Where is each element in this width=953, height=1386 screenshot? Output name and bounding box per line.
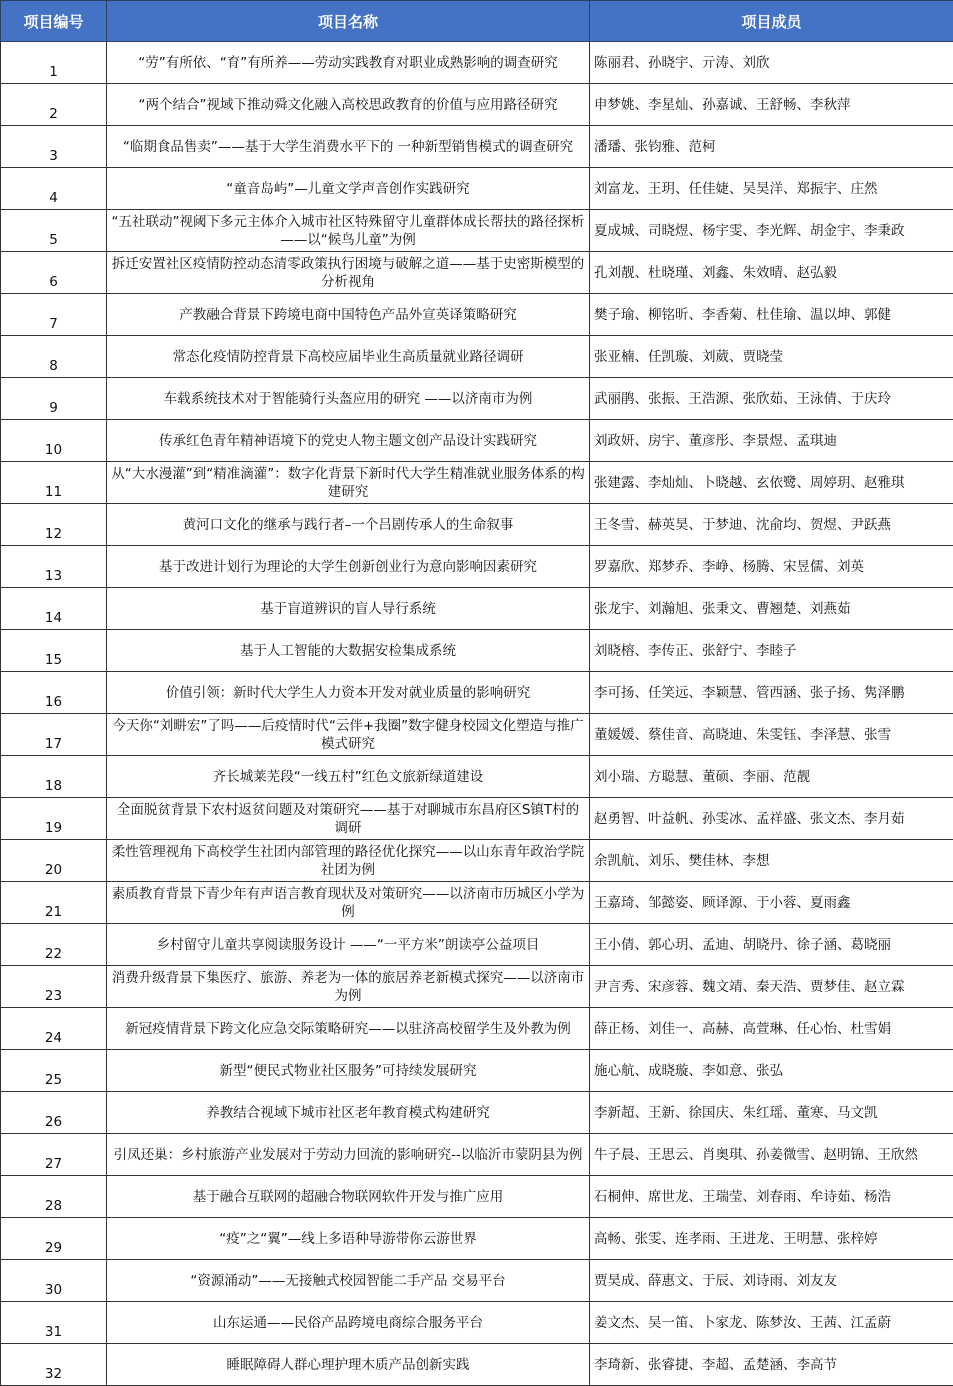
- project-name-cell: 引凤还巢：乡村旅游产业发展对于劳动力回流的影响研究--以临沂市蒙阴县为例: [107, 1134, 590, 1176]
- project-id-cell: 25: [1, 1050, 107, 1092]
- project-members-cell: 刘政妍、房宇、董彦彤、李景煜、孟琪迪: [590, 420, 953, 462]
- project-members-cell: 陈丽君、孙晓宇、亓涛、刘欣: [590, 42, 953, 84]
- project-members-cell: 李新超、王新、徐国庆、朱红瑶、董寒、马文凯: [590, 1092, 953, 1134]
- project-id-cell: 2: [1, 84, 107, 126]
- table-row: [1, 126, 953, 168]
- project-name-cell: “童音岛屿”—儿童文学声音创作实践研究: [107, 168, 590, 210]
- project-id-cell: 6: [1, 252, 107, 294]
- project-members-cell: 王小倩、郭心玥、孟迪、胡晓丹、徐子涵、葛晓丽: [590, 924, 953, 966]
- table-body: [1, 42, 953, 1386]
- project-name-cell: 养教结合视域下城市社区老年教育模式构建研究: [107, 1092, 590, 1134]
- project-id-cell: 15: [1, 630, 107, 672]
- table-row: [1, 798, 953, 840]
- project-name-cell: “两个结合”视域下推动舜文化融入高校思政教育的价值与应用路径研究: [107, 84, 590, 126]
- project-name-cell: 齐长城莱芜段“一线五村”红色文旅新绿道建设: [107, 756, 590, 798]
- project-name-cell: 新型“便民式物业社区服务”可持续发展研究: [107, 1050, 590, 1092]
- table-row: [1, 546, 953, 588]
- project-id-cell: 30: [1, 1260, 107, 1302]
- project-name-cell: “五社联动”视阈下多元主体介入城市社区特殊留守儿童群体成长帮扶的路径探析——以“候鸟儿童”为例: [107, 210, 590, 252]
- project-name-cell: 从“大水漫灌”到“精准滴灌”：数字化背景下新时代大学生精准就业服务体系的构建研究: [107, 462, 590, 504]
- project-id-cell: 1: [1, 42, 107, 84]
- table-row: [1, 1008, 953, 1050]
- project-name-cell: “劳”有所依、“育”有所养——劳动实践教育对职业成熟影响的调查研究: [107, 42, 590, 84]
- project-id-cell: 3: [1, 126, 107, 168]
- table-row: [1, 168, 953, 210]
- table-row: [1, 1134, 953, 1176]
- project-members-cell: 尹言秀、宋彦蓉、魏文靖、秦天浩、贾梦佳、赵立霖: [590, 966, 953, 1008]
- project-members-cell: 施心航、成晓璇、李如意、张弘: [590, 1050, 953, 1092]
- table-row: [1, 504, 953, 546]
- table-row: [1, 840, 953, 882]
- project-name-cell: 素质教育背景下青少年有声语言教育现状及对策研究——以济南市历城区小学为例: [107, 882, 590, 924]
- project-name-cell: “资源涌动”——无接触式校园智能二手产品 交易平台: [107, 1260, 590, 1302]
- table-row: [1, 672, 953, 714]
- table-row: [1, 1344, 953, 1386]
- header-project-name: 项目名称: [107, 1, 590, 42]
- project-members-cell: 潘璠、张钧雅、范柯: [590, 126, 953, 168]
- table-row: [1, 966, 953, 1008]
- project-members-cell: 刘小瑞、方聪慧、董硕、李丽、范靓: [590, 756, 953, 798]
- project-name-cell: 车载系统技术对于智能骑行头盔应用的研究 ——以济南市为例: [107, 378, 590, 420]
- project-name-cell: 乡村留守儿童共享阅读服务设计 ——“一平方米”朗读亭公益项目: [107, 924, 590, 966]
- table-row: [1, 924, 953, 966]
- project-members-cell: 张亚楠、任凯璇、刘葳、贾晓莹: [590, 336, 953, 378]
- project-id-cell: 10: [1, 420, 107, 462]
- project-members-cell: 贾昊成、薛惠文、于辰、刘诗雨、刘友友: [590, 1260, 953, 1302]
- project-id-cell: 8: [1, 336, 107, 378]
- project-id-cell: 28: [1, 1176, 107, 1218]
- table-row: [1, 42, 953, 84]
- header-project-members: 项目成员: [590, 1, 953, 42]
- project-name-cell: 基于盲道辨识的盲人导行系统: [107, 588, 590, 630]
- project-id-cell: 16: [1, 672, 107, 714]
- project-members-cell: 樊子瑜、柳铭昕、李香菊、杜佳瑜、温以坤、郭健: [590, 294, 953, 336]
- table-row: [1, 462, 953, 504]
- project-name-cell: “临期食品售卖”——基于大学生消费水平下的 一种新型销售模式的调查研究: [107, 126, 590, 168]
- project-members-cell: 赵勇智、叶益帆、孙雯冰、孟祥盛、张文杰、李月茹: [590, 798, 953, 840]
- table-row: [1, 378, 953, 420]
- project-members-cell: 武丽鹃、张振、王浩源、张欣茹、王泳倩、于庆玲: [590, 378, 953, 420]
- project-members-cell: 王冬雪、赫英昊、于梦迪、沈俞均、贺煜、尹跃燕: [590, 504, 953, 546]
- project-members-cell: 张龙宇、刘瀚旭、张秉文、曹翘楚、刘燕茹: [590, 588, 953, 630]
- project-name-cell: 拆迁安置社区疫情防控动态清零政策执行困境与破解之道——基于史密斯模型的分析视角: [107, 252, 590, 294]
- project-id-cell: 7: [1, 294, 107, 336]
- table-row: [1, 294, 953, 336]
- project-id-cell: 18: [1, 756, 107, 798]
- table-row: [1, 1260, 953, 1302]
- table-row: [1, 1302, 953, 1344]
- table-row: [1, 1176, 953, 1218]
- project-members-cell: 夏成城、司晓煜、杨宇雯、李光辉、胡金宇、李秉政: [590, 210, 953, 252]
- table-row: [1, 420, 953, 462]
- project-id-cell: 14: [1, 588, 107, 630]
- project-members-cell: 刘富龙、王玥、任佳婕、吴昊洋、郑振宇、庄然: [590, 168, 953, 210]
- table-row: [1, 84, 953, 126]
- project-id-cell: 32: [1, 1344, 107, 1386]
- project-name-cell: 新冠疫情背景下跨文化应急交际策略研究——以驻济高校留学生及外教为例: [107, 1008, 590, 1050]
- header-project-id: 项目编号: [1, 1, 107, 42]
- table-row: [1, 1092, 953, 1134]
- table-row: [1, 336, 953, 378]
- table-row: [1, 210, 953, 252]
- project-id-cell: 29: [1, 1218, 107, 1260]
- project-id-cell: 5: [1, 210, 107, 252]
- project-members-cell: 孔刘靓、杜晓瑾、刘鑫、朱效晴、赵弘毅: [590, 252, 953, 294]
- project-name-cell: 今天你“刘畊宏”了吗——后疫情时代“云伴+我圈”数字健身校园文化塑造与推广模式研究: [107, 714, 590, 756]
- table-row: [1, 1050, 953, 1092]
- project-members-cell: 姜文杰、吴一笛、卜家龙、陈梦汝、王茜、江孟蔚: [590, 1302, 953, 1344]
- project-members-cell: 李可扬、任笑远、李颖慧、管西涵、张子扬、隽泽鹏: [590, 672, 953, 714]
- project-id-cell: 23: [1, 966, 107, 1008]
- project-id-cell: 27: [1, 1134, 107, 1176]
- project-id-cell: 13: [1, 546, 107, 588]
- header-row: [1, 1, 953, 42]
- project-name-cell: 睡眠障碍人群心理护理木质产品创新实践: [107, 1344, 590, 1386]
- project-members-cell: 牛子晨、王思云、肖奥琪、孙姜微雪、赵明锦、王欣然: [590, 1134, 953, 1176]
- project-id-cell: 9: [1, 378, 107, 420]
- project-members-cell: 薛正杨、刘佳一、高赫、高萱琳、任心怡、杜雪娟: [590, 1008, 953, 1050]
- table-row: [1, 882, 953, 924]
- project-members-cell: 王嘉琦、邹懿姿、顾译源、于小蓉、夏雨鑫: [590, 882, 953, 924]
- project-name-cell: 传承红色青年精神语境下的党史人物主题文创产品设计实践研究: [107, 420, 590, 462]
- project-id-cell: 24: [1, 1008, 107, 1050]
- project-id-cell: 31: [1, 1302, 107, 1344]
- project-name-cell: 基于改进计划行为理论的大学生创新创业行为意向影响因素研究: [107, 546, 590, 588]
- project-members-cell: 董媛媛、蔡佳音、高晓迪、朱雯钰、李泽慧、张雪: [590, 714, 953, 756]
- project-id-cell: 22: [1, 924, 107, 966]
- project-name-cell: 产教融合背景下跨境电商中国特色产品外宣英译策略研究: [107, 294, 590, 336]
- project-id-cell: 17: [1, 714, 107, 756]
- project-name-cell: “疫”之“翼”—线上多语种导游带你云游世界: [107, 1218, 590, 1260]
- project-id-cell: 20: [1, 840, 107, 882]
- project-name-cell: 山东运通——民俗产品跨境电商综合服务平台: [107, 1302, 590, 1344]
- project-name-cell: 基于人工智能的大数据安检集成系统: [107, 630, 590, 672]
- table-row: [1, 588, 953, 630]
- project-members-cell: 张建露、李灿灿、卜晓越、玄依鹭、周婷玥、赵雅琪: [590, 462, 953, 504]
- table-row: [1, 252, 953, 294]
- table-row: [1, 714, 953, 756]
- table-row: [1, 630, 953, 672]
- project-name-cell: 黄河口文化的继承与践行者–一个吕剧传承人的生命叙事: [107, 504, 590, 546]
- project-id-cell: 11: [1, 462, 107, 504]
- project-members-cell: 申梦姚、李星灿、孙嘉诚、王舒畅、李秋萍: [590, 84, 953, 126]
- project-members-cell: 石桐伸、席世龙、王瑞莹、刘春雨、牟诗茹、杨浩: [590, 1176, 953, 1218]
- project-name-cell: 全面脱贫背景下农村返贫问题及对策研究——基于对聊城市东昌府区S镇T村的调研: [107, 798, 590, 840]
- project-name-cell: 基于融合互联网的超融合物联网软件开发与推广应用: [107, 1176, 590, 1218]
- project-id-cell: 4: [1, 168, 107, 210]
- project-id-cell: 26: [1, 1092, 107, 1134]
- project-name-cell: 常态化疫情防控背景下高校应届毕业生高质量就业路径调研: [107, 336, 590, 378]
- project-members-cell: 高畅、张雯、连孝雨、王进龙、王明慧、张梓婷: [590, 1218, 953, 1260]
- project-id-cell: 12: [1, 504, 107, 546]
- project-name-cell: 柔性管理视角下高校学生社团内部管理的路径优化探究——以山东青年政治学院社团为例: [107, 840, 590, 882]
- project-id-cell: 21: [1, 882, 107, 924]
- project-name-cell: 价值引领：新时代大学生人力资本开发对就业质量的影响研究: [107, 672, 590, 714]
- project-members-cell: 罗嘉欣、郑梦乔、李峥、杨腾、宋昱儒、刘英: [590, 546, 953, 588]
- project-members-cell: 余凯航、刘乐、樊佳林、李想: [590, 840, 953, 882]
- table-row: [1, 756, 953, 798]
- project-id-cell: 19: [1, 798, 107, 840]
- project-members-cell: 李琦新、张睿捷、李超、孟楚涵、李高节: [590, 1344, 953, 1386]
- project-members-cell: 刘晓榕、李传正、张舒宁、李睦子: [590, 630, 953, 672]
- project-name-cell: 消费升级背景下集医疗、旅游、养老为一体的旅居养老新模式探究——以济南市为例: [107, 966, 590, 1008]
- table-row: [1, 1218, 953, 1260]
